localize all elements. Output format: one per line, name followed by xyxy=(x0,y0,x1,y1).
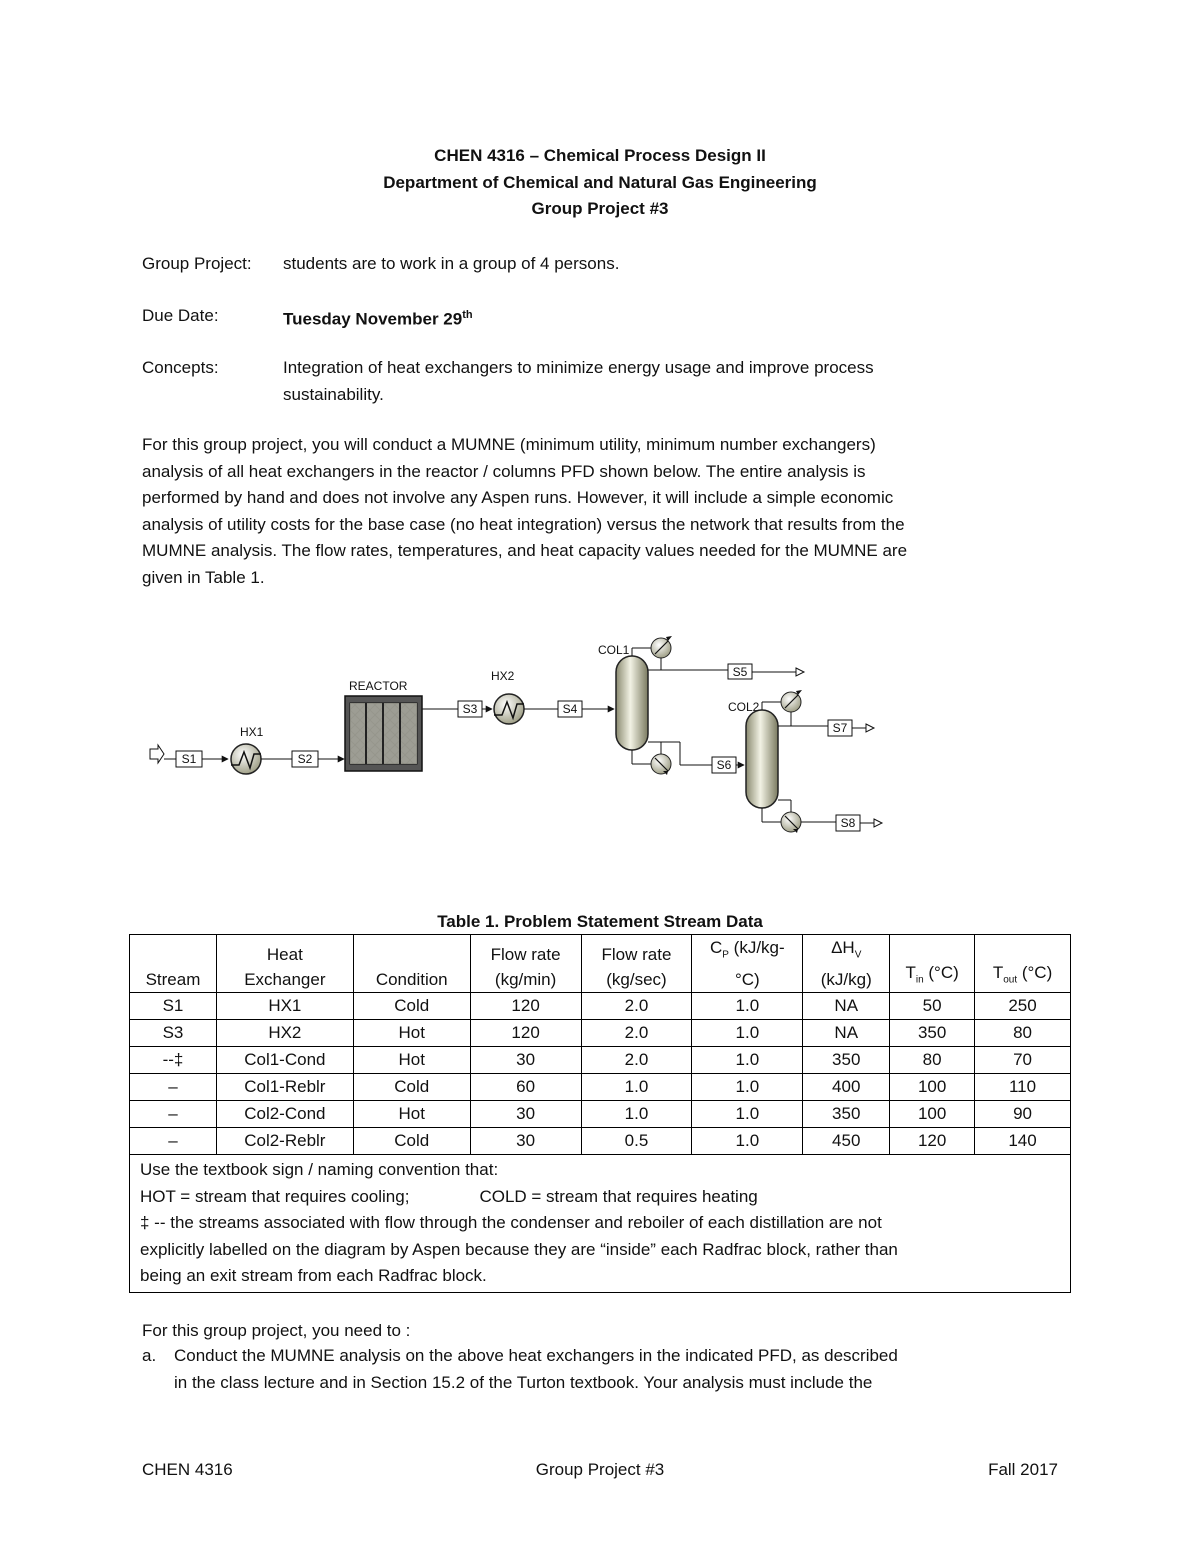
stream-s3 xyxy=(458,701,482,717)
header-tin-sub: in xyxy=(915,974,924,986)
concepts-value xyxy=(283,354,1083,408)
header-dhv-symbol: ΔH xyxy=(831,938,855,957)
cell-condition: Hot xyxy=(353,1047,470,1074)
reactor-label: REACTOR xyxy=(349,679,408,693)
column-col1-icon xyxy=(598,636,672,775)
hx1-label: HX1 xyxy=(240,725,264,739)
due-date-text: Tuesday November 29 xyxy=(283,309,463,329)
table-row xyxy=(130,1128,1071,1155)
stream-s4 xyxy=(558,701,582,717)
table-notes-row xyxy=(130,1155,1071,1293)
cell-condition: Cold xyxy=(353,993,470,1020)
stream-s7 xyxy=(828,720,852,736)
col1-label: COL1 xyxy=(598,643,630,657)
footer-right: Fall 2017 xyxy=(988,1460,1058,1479)
col2-label: COL2 xyxy=(728,700,760,714)
process-flow-diagram xyxy=(140,630,900,840)
concepts-label: Concepts: xyxy=(142,358,219,377)
course-title: CHEN 4316 – Chemical Process Design II xyxy=(434,146,766,165)
intro-line: given in Table 1. xyxy=(142,567,265,587)
hx2-label: HX2 xyxy=(491,669,515,683)
footer-left: CHEN 4316 xyxy=(142,1460,233,1479)
cell-dhv: 350 xyxy=(803,1101,890,1128)
header-tin-unit: (°C) xyxy=(923,963,959,982)
feed-inlet-icon xyxy=(150,745,164,763)
header-stream-text: Stream xyxy=(145,970,201,990)
table-row xyxy=(130,1020,1071,1047)
stream-s2-label: S2 xyxy=(297,752,313,766)
header-dhv-bottom: (kJ/kg) xyxy=(820,970,872,990)
header-tin-symbol: T xyxy=(905,963,916,982)
header-tout-symbol: T xyxy=(992,963,1004,982)
cell-cp: 1.0 xyxy=(692,993,803,1020)
note-line: ‡ -- the streams associated with flow through the condenser and reboiler of each distillation are not xyxy=(140,1213,882,1233)
due-date-label: Due Date: xyxy=(142,306,219,325)
header-flow-min xyxy=(470,935,581,993)
header-cp-symbol: C xyxy=(710,938,723,957)
due-date-value xyxy=(283,302,473,333)
header-heat-exchanger xyxy=(216,935,353,993)
header-condition-text: Condition xyxy=(375,970,448,990)
cell-flow-min: 30 xyxy=(470,1047,581,1074)
hx1-heater-icon xyxy=(231,725,264,774)
cell-tin: 100 xyxy=(890,1074,975,1101)
cell-condition: Hot xyxy=(353,1101,470,1128)
cell-condition: Cold xyxy=(353,1128,470,1155)
cell-flow-sec: 0.5 xyxy=(581,1128,692,1155)
header-flow-sec xyxy=(581,935,692,993)
cell-dhv: NA xyxy=(803,1020,890,1047)
table-row xyxy=(130,1047,1071,1074)
intro-line: MUMNE analysis. The flow rates, temperatures, and heat capacity values needed for the MUMNE are xyxy=(142,541,908,560)
department-title: Department of Chemical and Natural Gas Engineering xyxy=(383,173,817,192)
cell-stream: S3 xyxy=(130,1020,217,1047)
header-dhv xyxy=(803,935,890,993)
header-flow-sec-bottom: (kg/sec) xyxy=(606,970,667,990)
cell-stream: – xyxy=(130,1128,217,1155)
cell-tout: 110 xyxy=(975,1074,1071,1101)
cell-flow-sec: 1.0 xyxy=(581,1101,692,1128)
cell-tout: 80 xyxy=(975,1020,1071,1047)
intro-line: For this group project, you will conduct a MUMNE (minimum utility, minimum number exchangers) xyxy=(142,435,876,454)
table-notes xyxy=(130,1155,1071,1293)
intro-line: analysis of all heat exchangers in the reactor / columns PFD shown below. The entire analysis is xyxy=(142,461,866,481)
cell-condition: Hot xyxy=(353,1020,470,1047)
note-cold: COLD = stream that requires heating xyxy=(479,1186,758,1206)
cell-flow-min: 30 xyxy=(470,1101,581,1128)
table-header-row xyxy=(130,935,1071,993)
group-project-value: students are to work in a group of 4 persons. xyxy=(283,254,620,273)
concepts-line: sustainability. xyxy=(283,385,384,404)
cell-flow-sec: 2.0 xyxy=(581,1020,692,1047)
cell-tout: 90 xyxy=(975,1101,1071,1128)
cell-condition: Cold xyxy=(353,1074,470,1101)
task-line: Conduct the MUMNE analysis on the above heat exchangers in the indicated PFD, as described xyxy=(174,1346,898,1365)
cell-flow-sec: 2.0 xyxy=(581,1047,692,1074)
table-caption: Table 1. Problem Statement Stream Data xyxy=(437,912,763,931)
header-cp-bottom: °C) xyxy=(734,970,760,990)
due-date-sup: th xyxy=(462,309,473,321)
cell-tin: 100 xyxy=(890,1101,975,1128)
cell-hx: HX2 xyxy=(216,1020,353,1047)
cell-hx: HX1 xyxy=(216,993,353,1020)
table-row xyxy=(130,1074,1071,1101)
cell-flow-min: 30 xyxy=(470,1128,581,1155)
cell-tin: 350 xyxy=(890,1020,975,1047)
header-tout xyxy=(975,935,1071,993)
cell-cp: 1.0 xyxy=(692,1047,803,1074)
cell-stream: – xyxy=(130,1101,217,1128)
cell-flow-min: 60 xyxy=(470,1074,581,1101)
task-marker: a. xyxy=(142,1346,157,1365)
header-hx-bottom: Exchanger xyxy=(244,970,326,990)
header-tin xyxy=(890,935,975,993)
stream-s6-label: S6 xyxy=(716,758,732,772)
note-hot: HOT = stream that requires cooling; xyxy=(140,1186,410,1206)
cell-tin: 120 xyxy=(890,1128,975,1155)
cell-stream: --‡ xyxy=(130,1047,217,1074)
header-cp-unit: (kJ/kg- xyxy=(728,938,785,957)
stream-data-table xyxy=(129,934,1071,1293)
stream-s4-label: S4 xyxy=(562,702,578,716)
header-hx-top: Heat xyxy=(266,945,303,965)
stream-s6 xyxy=(712,757,736,773)
cell-stream: S1 xyxy=(130,993,217,1020)
header-tout-sub: out xyxy=(1003,974,1018,986)
stream-s3-label: S3 xyxy=(462,702,478,716)
intro-paragraph xyxy=(142,432,1062,591)
cell-tout: 250 xyxy=(975,993,1071,1020)
note-line-hot-cold xyxy=(140,1184,1060,1211)
header-cp xyxy=(692,935,803,993)
stream-s8 xyxy=(836,815,860,831)
cell-dhv: 450 xyxy=(803,1128,890,1155)
cell-flow-min: 120 xyxy=(470,993,581,1020)
header-stream xyxy=(130,935,217,993)
table-row xyxy=(130,1101,1071,1128)
cell-cp: 1.0 xyxy=(692,1128,803,1155)
header-flow-sec-top: Flow rate xyxy=(601,945,672,965)
s7-outlet-icon xyxy=(866,724,874,732)
s8-outlet-icon xyxy=(874,819,882,827)
intro-line: analysis of utility costs for the base case (no heat integration) versus the network that results from the xyxy=(142,514,905,534)
cell-hx: Col1-Reblr xyxy=(216,1074,353,1101)
cell-dhv: NA xyxy=(803,993,890,1020)
cell-flow-min: 120 xyxy=(470,1020,581,1047)
stream-s5 xyxy=(728,664,752,679)
stream-s2 xyxy=(292,751,318,767)
cell-tout: 70 xyxy=(975,1047,1071,1074)
cell-dhv: 400 xyxy=(803,1074,890,1101)
footer-center: Group Project #3 xyxy=(535,1460,665,1479)
s5-outlet-icon xyxy=(796,668,804,676)
concepts-line: Integration of heat exchangers to minimize energy usage and improve process xyxy=(283,358,874,377)
hx2-cooler-icon xyxy=(491,669,524,724)
cell-dhv: 350 xyxy=(803,1047,890,1074)
stream-s7-label: S7 xyxy=(832,721,848,735)
cell-cp: 1.0 xyxy=(692,1020,803,1047)
cell-tin: 50 xyxy=(890,993,975,1020)
cell-stream: – xyxy=(130,1074,217,1101)
cell-tin: 80 xyxy=(890,1047,975,1074)
stream-s1-label: S1 xyxy=(181,752,197,766)
cell-hx: Col2-Reblr xyxy=(216,1128,353,1155)
stream-s5-label: S5 xyxy=(732,665,748,679)
cell-flow-sec: 2.0 xyxy=(581,993,692,1020)
note-line: being an exit stream from each Radfrac block. xyxy=(140,1266,487,1286)
header-flow-min-bottom: (kg/min) xyxy=(494,970,557,990)
cell-hx: Col2-Cond xyxy=(216,1101,353,1128)
task-item-a xyxy=(142,1343,1054,1396)
header-dhv-sub: V xyxy=(854,949,862,961)
note-line: explicitly labelled on the diagram by Aspen because they are “inside” each Radfrac block, rather than xyxy=(140,1239,898,1259)
project-title: Group Project #3 xyxy=(531,199,669,218)
header-flow-min-top: Flow rate xyxy=(490,945,561,965)
cell-flow-sec: 1.0 xyxy=(581,1074,692,1101)
intro-line: performed by hand and does not involve any Aspen runs. However, it will include a simple economic xyxy=(142,488,894,507)
cell-cp: 1.0 xyxy=(692,1101,803,1128)
header-tout-unit: (°C) xyxy=(1017,963,1053,982)
group-project-label: Group Project: xyxy=(142,254,252,273)
stream-s8-label: S8 xyxy=(840,816,856,830)
cell-hx: Col1-Cond xyxy=(216,1047,353,1074)
column-col2-icon xyxy=(728,690,802,833)
cell-cp: 1.0 xyxy=(692,1074,803,1101)
note-line: Use the textbook sign / naming convention that: xyxy=(140,1160,499,1180)
header-cp-sub: P xyxy=(722,949,729,961)
cell-tout: 140 xyxy=(975,1128,1071,1155)
table-row xyxy=(130,993,1071,1020)
tasks-intro: For this group project, you need to : xyxy=(142,1321,411,1340)
stream-s1 xyxy=(176,751,202,767)
reactor-icon xyxy=(345,679,422,771)
task-line: in the class lecture and in Section 15.2 of the Turton textbook. Your analysis must include the xyxy=(174,1372,873,1392)
header-condition xyxy=(353,935,470,993)
